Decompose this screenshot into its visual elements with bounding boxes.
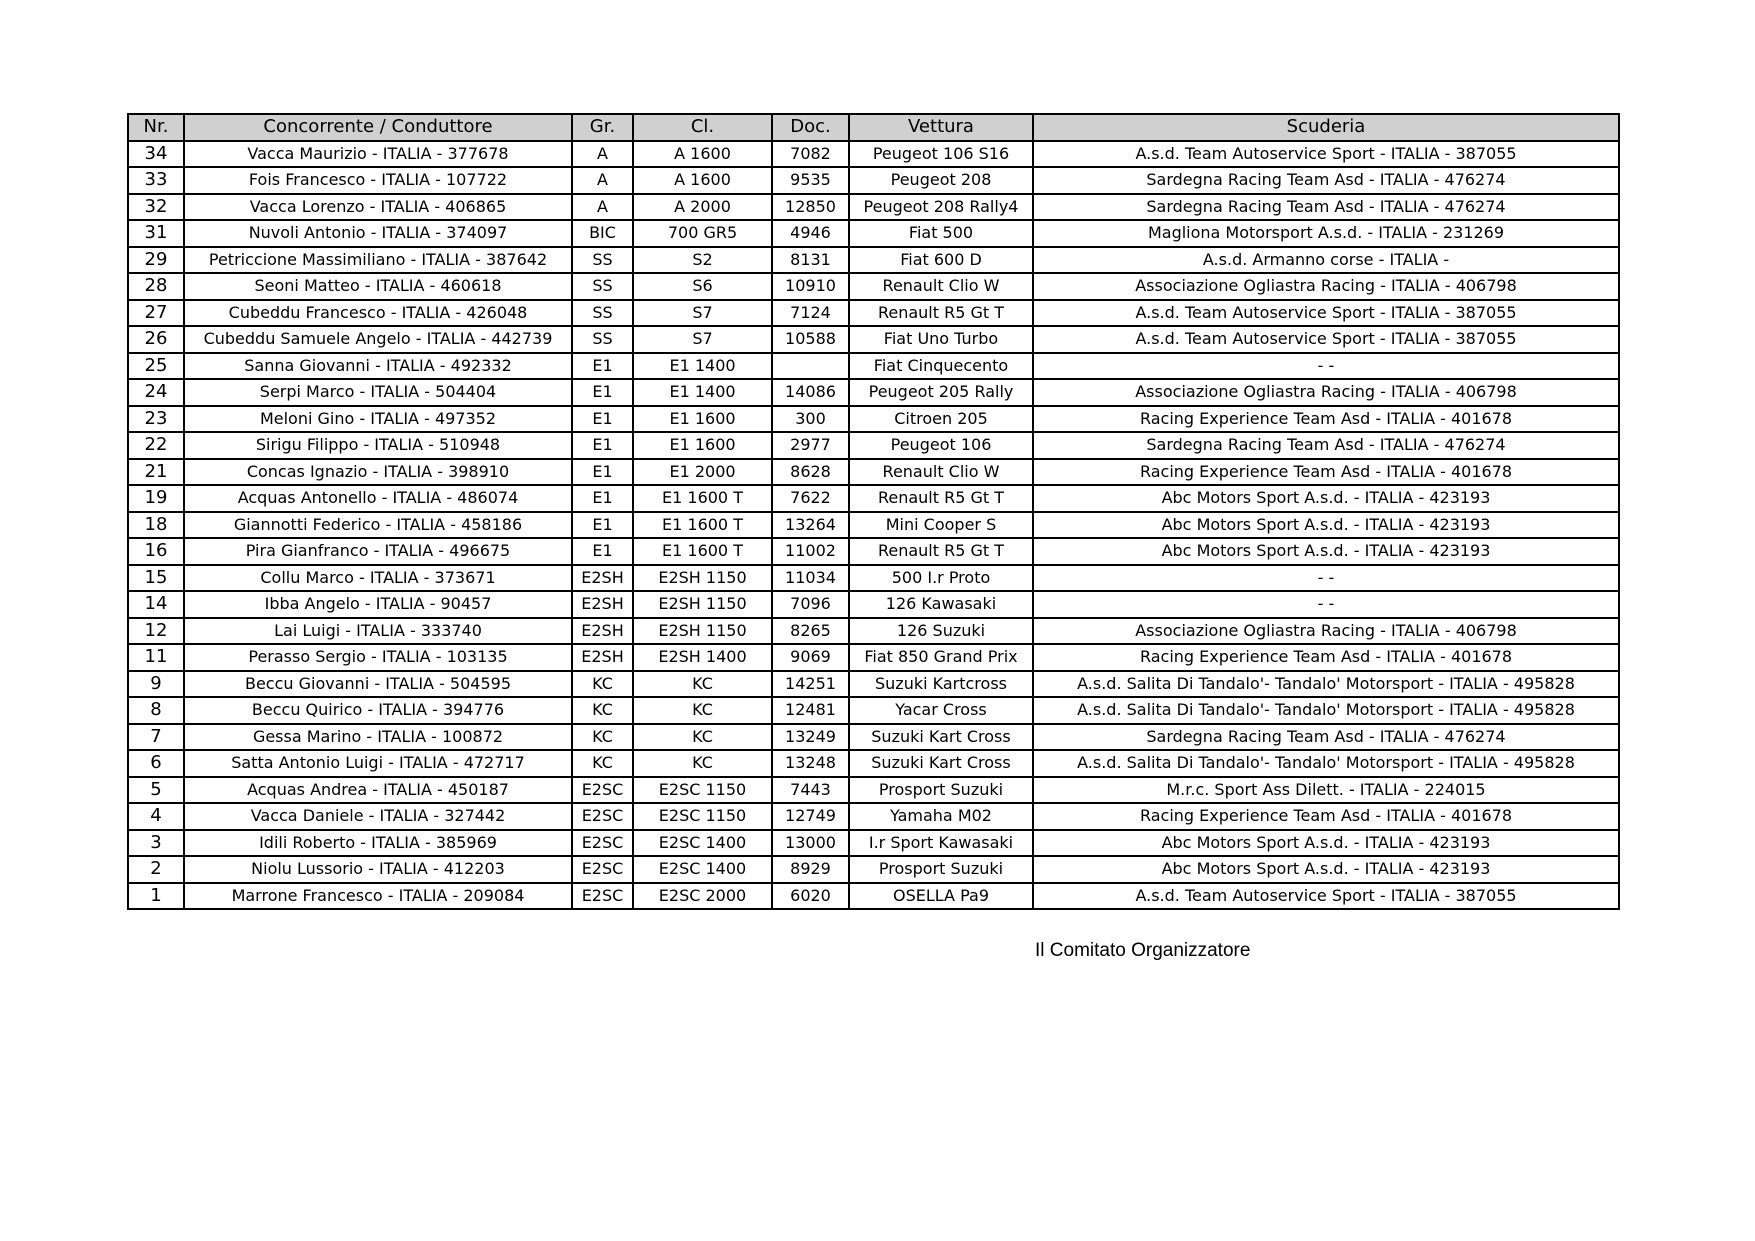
cell-class: A 2000	[633, 194, 772, 221]
cell-competitor: Petriccione Massimiliano - ITALIA - 387642	[184, 247, 572, 274]
cell-group: E2SC	[572, 856, 633, 883]
header-car: Vettura	[849, 114, 1033, 141]
cell-doc: 8628	[772, 459, 849, 486]
cell-nr: 33	[128, 167, 184, 194]
cell-team: Abc Motors Sport A.s.d. - ITALIA - 423193	[1033, 485, 1619, 512]
table-row	[128, 273, 1619, 300]
cell-doc: 8131	[772, 247, 849, 274]
cell-group: KC	[572, 724, 633, 751]
cell-nr: 25	[128, 353, 184, 380]
cell-nr: 4	[128, 803, 184, 830]
cell-class: KC	[633, 750, 772, 777]
cell-class: E2SH 1150	[633, 565, 772, 592]
cell-nr: 16	[128, 538, 184, 565]
cell-competitor: Concas Ignazio - ITALIA - 398910	[184, 459, 572, 486]
cell-team: M.r.c. Sport Ass Dilett. - ITALIA - 224015	[1033, 777, 1619, 804]
cell-group: KC	[572, 750, 633, 777]
table-row	[128, 883, 1619, 910]
cell-class: A 1600	[633, 167, 772, 194]
cell-doc: 13249	[772, 724, 849, 751]
cell-group: E2SC	[572, 883, 633, 910]
cell-group: A	[572, 194, 633, 221]
cell-class: S2	[633, 247, 772, 274]
cell-car: 126 Suzuki	[849, 618, 1033, 645]
cell-class: E1 1600 T	[633, 512, 772, 539]
table-row	[128, 750, 1619, 777]
cell-class: E2SH 1400	[633, 644, 772, 671]
cell-car: Peugeot 208	[849, 167, 1033, 194]
cell-competitor: Giannotti Federico - ITALIA - 458186	[184, 512, 572, 539]
cell-class: A 1600	[633, 141, 772, 168]
cell-class: E1 1600	[633, 432, 772, 459]
cell-nr: 24	[128, 379, 184, 406]
cell-car: Suzuki Kart Cross	[849, 724, 1033, 751]
cell-competitor: Beccu Giovanni - ITALIA - 504595	[184, 671, 572, 698]
cell-car: Suzuki Kart Cross	[849, 750, 1033, 777]
cell-doc: 11034	[772, 565, 849, 592]
cell-team: Associazione Ogliastra Racing - ITALIA - 406798	[1033, 379, 1619, 406]
cell-car: Fiat 500	[849, 220, 1033, 247]
cell-car: Suzuki Kartcross	[849, 671, 1033, 698]
table-row	[128, 247, 1619, 274]
cell-nr: 29	[128, 247, 184, 274]
cell-competitor: Sirigu Filippo - ITALIA - 510948	[184, 432, 572, 459]
cell-nr: 34	[128, 141, 184, 168]
table-row	[128, 538, 1619, 565]
cell-doc: 2977	[772, 432, 849, 459]
cell-nr: 32	[128, 194, 184, 221]
cell-competitor: Meloni Gino - ITALIA - 497352	[184, 406, 572, 433]
cell-doc: 13248	[772, 750, 849, 777]
cell-doc: 13000	[772, 830, 849, 857]
cell-car: Peugeot 205 Rally	[849, 379, 1033, 406]
cell-doc: 7622	[772, 485, 849, 512]
cell-class: E1 1400	[633, 353, 772, 380]
cell-nr: 27	[128, 300, 184, 327]
cell-competitor: Acquas Antonello - ITALIA - 486074	[184, 485, 572, 512]
cell-competitor: Ibba Angelo - ITALIA - 90457	[184, 591, 572, 618]
cell-team: Sardegna Racing Team Asd - ITALIA - 476274	[1033, 194, 1619, 221]
header-row	[128, 114, 1619, 141]
cell-class: E2SH 1150	[633, 591, 772, 618]
cell-group: E2SH	[572, 565, 633, 592]
cell-group: E1	[572, 538, 633, 565]
cell-team: Associazione Ogliastra Racing - ITALIA - 406798	[1033, 618, 1619, 645]
header-doc: Doc.	[772, 114, 849, 141]
cell-class: S7	[633, 326, 772, 353]
table-row	[128, 485, 1619, 512]
cell-team: A.s.d. Team Autoservice Sport - ITALIA - 387055	[1033, 883, 1619, 910]
header-class: Cl.	[633, 114, 772, 141]
cell-team: - -	[1033, 565, 1619, 592]
cell-nr: 14	[128, 591, 184, 618]
cell-team: - -	[1033, 591, 1619, 618]
cell-nr: 21	[128, 459, 184, 486]
cell-car: Renault R5 Gt T	[849, 485, 1033, 512]
cell-group: E2SC	[572, 803, 633, 830]
table-row	[128, 803, 1619, 830]
cell-nr: 3	[128, 830, 184, 857]
cell-competitor: Satta Antonio Luigi - ITALIA - 472717	[184, 750, 572, 777]
cell-doc: 7443	[772, 777, 849, 804]
cell-car: Peugeot 208 Rally4	[849, 194, 1033, 221]
cell-team: A.s.d. Salita Di Tandalo'- Tandalo' Motorsport - ITALIA - 495828	[1033, 671, 1619, 698]
table-row	[128, 856, 1619, 883]
cell-nr: 15	[128, 565, 184, 592]
cell-competitor: Idili Roberto - ITALIA - 385969	[184, 830, 572, 857]
cell-nr: 23	[128, 406, 184, 433]
table-row	[128, 432, 1619, 459]
table-row	[128, 326, 1619, 353]
table-row	[128, 194, 1619, 221]
cell-group: KC	[572, 697, 633, 724]
cell-class: S7	[633, 300, 772, 327]
cell-competitor: Lai Luigi - ITALIA - 333740	[184, 618, 572, 645]
cell-class: E1 1600 T	[633, 485, 772, 512]
entry-list-sheet	[127, 113, 1618, 910]
header-group: Gr.	[572, 114, 633, 141]
cell-class: KC	[633, 671, 772, 698]
cell-doc: 12850	[772, 194, 849, 221]
cell-class: KC	[633, 697, 772, 724]
cell-car: OSELLA Pa9	[849, 883, 1033, 910]
cell-nr: 12	[128, 618, 184, 645]
cell-team: A.s.d. Salita Di Tandalo'- Tandalo' Motorsport - ITALIA - 495828	[1033, 697, 1619, 724]
cell-doc: 7124	[772, 300, 849, 327]
cell-nr: 2	[128, 856, 184, 883]
cell-nr: 8	[128, 697, 184, 724]
table-row	[128, 830, 1619, 857]
cell-group: E1	[572, 353, 633, 380]
table-row	[128, 591, 1619, 618]
cell-competitor: Pira Gianfranco - ITALIA - 496675	[184, 538, 572, 565]
cell-competitor: Cubeddu Samuele Angelo - ITALIA - 442739	[184, 326, 572, 353]
table-row	[128, 406, 1619, 433]
cell-group: E1	[572, 485, 633, 512]
cell-car: 500 I.r Proto	[849, 565, 1033, 592]
cell-nr: 11	[128, 644, 184, 671]
cell-competitor: Gessa Marino - ITALIA - 100872	[184, 724, 572, 751]
cell-nr: 28	[128, 273, 184, 300]
cell-group: E2SH	[572, 644, 633, 671]
cell-car: Mini Cooper S	[849, 512, 1033, 539]
cell-car: Fiat 600 D	[849, 247, 1033, 274]
cell-nr: 19	[128, 485, 184, 512]
cell-group: E2SH	[572, 591, 633, 618]
table-row	[128, 697, 1619, 724]
cell-doc: 14086	[772, 379, 849, 406]
table-row	[128, 459, 1619, 486]
cell-group: E1	[572, 379, 633, 406]
cell-doc: 11002	[772, 538, 849, 565]
cell-doc: 9535	[772, 167, 849, 194]
cell-class: E1 1400	[633, 379, 772, 406]
cell-doc	[772, 353, 849, 380]
cell-doc: 9069	[772, 644, 849, 671]
cell-team: Abc Motors Sport A.s.d. - ITALIA - 423193	[1033, 830, 1619, 857]
table-row	[128, 724, 1619, 751]
table-row	[128, 777, 1619, 804]
cell-team: Racing Experience Team Asd - ITALIA - 401678	[1033, 459, 1619, 486]
table-row	[128, 618, 1619, 645]
cell-class: S6	[633, 273, 772, 300]
cell-class: E1 2000	[633, 459, 772, 486]
cell-nr: 22	[128, 432, 184, 459]
cell-class: E2SC 1150	[633, 803, 772, 830]
cell-class: E1 1600 T	[633, 538, 772, 565]
cell-team: A.s.d. Team Autoservice Sport - ITALIA - 387055	[1033, 300, 1619, 327]
cell-class: E2SC 1400	[633, 856, 772, 883]
cell-team: A.s.d. Salita Di Tandalo'- Tandalo' Motorsport - ITALIA - 495828	[1033, 750, 1619, 777]
table-row	[128, 379, 1619, 406]
cell-group: E2SH	[572, 618, 633, 645]
cell-car: Yacar Cross	[849, 697, 1033, 724]
cell-competitor: Sanna Giovanni - ITALIA - 492332	[184, 353, 572, 380]
cell-doc: 12749	[772, 803, 849, 830]
table-row	[128, 300, 1619, 327]
cell-group: E1	[572, 512, 633, 539]
cell-car: Prosport Suzuki	[849, 777, 1033, 804]
cell-class: E2SC 1150	[633, 777, 772, 804]
cell-group: KC	[572, 671, 633, 698]
cell-team: Sardegna Racing Team Asd - ITALIA - 476274	[1033, 432, 1619, 459]
cell-nr: 1	[128, 883, 184, 910]
cell-doc: 13264	[772, 512, 849, 539]
table-row	[128, 512, 1619, 539]
cell-nr: 6	[128, 750, 184, 777]
cell-class: KC	[633, 724, 772, 751]
cell-competitor: Perasso Sergio - ITALIA - 103135	[184, 644, 572, 671]
cell-team: Sardegna Racing Team Asd - ITALIA - 476274	[1033, 167, 1619, 194]
cell-team: Racing Experience Team Asd - ITALIA - 401678	[1033, 406, 1619, 433]
cell-doc: 300	[772, 406, 849, 433]
header-competitor: Concorrente / Conduttore	[184, 114, 572, 141]
cell-class: 700 GR5	[633, 220, 772, 247]
cell-competitor: Vacca Lorenzo - ITALIA - 406865	[184, 194, 572, 221]
cell-competitor: Vacca Maurizio - ITALIA - 377678	[184, 141, 572, 168]
cell-group: A	[572, 141, 633, 168]
cell-team: Abc Motors Sport A.s.d. - ITALIA - 423193	[1033, 538, 1619, 565]
cell-nr: 7	[128, 724, 184, 751]
cell-car: Renault Clio W	[849, 273, 1033, 300]
cell-competitor: Cubeddu Francesco - ITALIA - 426048	[184, 300, 572, 327]
cell-car: 126 Kawasaki	[849, 591, 1033, 618]
cell-nr: 9	[128, 671, 184, 698]
cell-group: E1	[572, 459, 633, 486]
cell-doc: 8265	[772, 618, 849, 645]
cell-team: Associazione Ogliastra Racing - ITALIA - 406798	[1033, 273, 1619, 300]
entry-list-table	[127, 113, 1620, 910]
cell-competitor: Fois Francesco - ITALIA - 107722	[184, 167, 572, 194]
cell-doc: 7082	[772, 141, 849, 168]
cell-team: A.s.d. Armanno corse - ITALIA -	[1033, 247, 1619, 274]
cell-car: Yamaha M02	[849, 803, 1033, 830]
cell-competitor: Niolu Lussorio - ITALIA - 412203	[184, 856, 572, 883]
cell-doc: 10588	[772, 326, 849, 353]
cell-car: Renault R5 Gt T	[849, 538, 1033, 565]
cell-competitor: Seoni Matteo - ITALIA - 460618	[184, 273, 572, 300]
cell-team: Racing Experience Team Asd - ITALIA - 401678	[1033, 644, 1619, 671]
cell-doc: 14251	[772, 671, 849, 698]
cell-doc: 12481	[772, 697, 849, 724]
organizing-committee-signature: Il Comitato Organizzatore	[1035, 940, 1251, 961]
table-row	[128, 565, 1619, 592]
cell-team: Abc Motors Sport A.s.d. - ITALIA - 423193	[1033, 856, 1619, 883]
cell-group: A	[572, 167, 633, 194]
cell-nr: 26	[128, 326, 184, 353]
cell-doc: 10910	[772, 273, 849, 300]
cell-competitor: Marrone Francesco - ITALIA - 209084	[184, 883, 572, 910]
cell-doc: 8929	[772, 856, 849, 883]
cell-competitor: Collu Marco - ITALIA - 373671	[184, 565, 572, 592]
cell-class: E2SC 1400	[633, 830, 772, 857]
cell-car: I.r Sport Kawasaki	[849, 830, 1033, 857]
cell-competitor: Nuvoli Antonio - ITALIA - 374097	[184, 220, 572, 247]
cell-group: SS	[572, 247, 633, 274]
cell-car: Peugeot 106 S16	[849, 141, 1033, 168]
cell-car: Fiat Cinquecento	[849, 353, 1033, 380]
table-row	[128, 644, 1619, 671]
cell-car: Prosport Suzuki	[849, 856, 1033, 883]
entry-rows	[128, 141, 1619, 910]
cell-car: Renault Clio W	[849, 459, 1033, 486]
cell-group: E1	[572, 432, 633, 459]
table-row	[128, 671, 1619, 698]
cell-team: Racing Experience Team Asd - ITALIA - 401678	[1033, 803, 1619, 830]
cell-class: E1 1600	[633, 406, 772, 433]
header-team: Scuderia	[1033, 114, 1619, 141]
cell-competitor: Vacca Daniele - ITALIA - 327442	[184, 803, 572, 830]
cell-group: E1	[572, 406, 633, 433]
cell-group: SS	[572, 326, 633, 353]
header-nr: Nr.	[128, 114, 184, 141]
cell-class: E2SC 2000	[633, 883, 772, 910]
cell-car: Renault R5 Gt T	[849, 300, 1033, 327]
cell-group: SS	[572, 273, 633, 300]
table-row	[128, 167, 1619, 194]
cell-competitor: Acquas Andrea - ITALIA - 450187	[184, 777, 572, 804]
cell-team: Abc Motors Sport A.s.d. - ITALIA - 423193	[1033, 512, 1619, 539]
cell-nr: 5	[128, 777, 184, 804]
cell-nr: 31	[128, 220, 184, 247]
cell-team: A.s.d. Team Autoservice Sport - ITALIA - 387055	[1033, 326, 1619, 353]
cell-team: Magliona Motorsport A.s.d. - ITALIA - 231269	[1033, 220, 1619, 247]
cell-team: - -	[1033, 353, 1619, 380]
cell-team: A.s.d. Team Autoservice Sport - ITALIA - 387055	[1033, 141, 1619, 168]
table-row	[128, 220, 1619, 247]
cell-doc: 4946	[772, 220, 849, 247]
cell-group: SS	[572, 300, 633, 327]
cell-class: E2SH 1150	[633, 618, 772, 645]
cell-car: Fiat Uno Turbo	[849, 326, 1033, 353]
table-row	[128, 353, 1619, 380]
cell-competitor: Beccu Quirico - ITALIA - 394776	[184, 697, 572, 724]
cell-doc: 7096	[772, 591, 849, 618]
table-row	[128, 141, 1619, 168]
cell-doc: 6020	[772, 883, 849, 910]
cell-group: E2SC	[572, 830, 633, 857]
cell-group: BIC	[572, 220, 633, 247]
cell-nr: 18	[128, 512, 184, 539]
cell-team: Sardegna Racing Team Asd - ITALIA - 476274	[1033, 724, 1619, 751]
cell-group: E2SC	[572, 777, 633, 804]
cell-competitor: Serpi Marco - ITALIA - 504404	[184, 379, 572, 406]
cell-car: Peugeot 106	[849, 432, 1033, 459]
cell-car: Fiat 850 Grand Prix	[849, 644, 1033, 671]
cell-car: Citroen 205	[849, 406, 1033, 433]
